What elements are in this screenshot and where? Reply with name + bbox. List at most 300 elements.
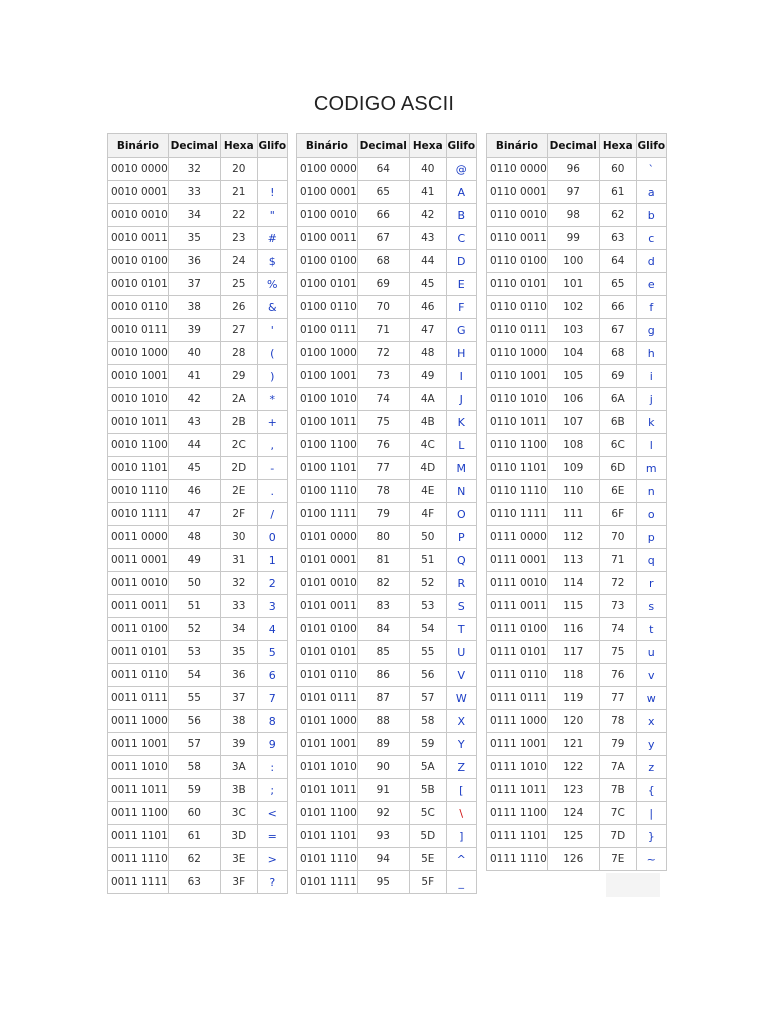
table-row (487, 733, 667, 756)
glyph-cell: W (446, 687, 476, 710)
hex-cell: 60 (599, 158, 636, 181)
decimal-cell: 98 (547, 204, 599, 227)
hex-cell: 6A (599, 388, 636, 411)
decimal-cell: 36 (168, 250, 220, 273)
decimal-cell: 114 (547, 572, 599, 595)
binary-cell: 0111 1101 (487, 825, 548, 848)
decimal-cell: 106 (547, 388, 599, 411)
table-row (297, 365, 477, 388)
decimal-cell: 116 (547, 618, 599, 641)
glyph-cell: G (446, 319, 476, 342)
hex-cell: 33 (220, 595, 257, 618)
glyph-cell: 5 (257, 641, 287, 664)
binary-cell: 0011 1100 (108, 802, 169, 825)
glyph-cell: C (446, 227, 476, 250)
table-row (108, 595, 288, 618)
header-binary: Binário (297, 134, 358, 158)
glyph-cell: 6 (257, 664, 287, 687)
table-row (297, 848, 477, 871)
binary-cell: 0110 0111 (487, 319, 548, 342)
hex-cell: 42 (409, 204, 446, 227)
table-row (487, 825, 667, 848)
glyph-cell: Y (446, 733, 476, 756)
hex-cell: 46 (409, 296, 446, 319)
glyph-cell: J (446, 388, 476, 411)
decimal-cell: 33 (168, 181, 220, 204)
hex-cell: 54 (409, 618, 446, 641)
hex-cell: 3C (220, 802, 257, 825)
binary-cell: 0110 1001 (487, 365, 548, 388)
binary-cell: 0111 1000 (487, 710, 548, 733)
table-row (108, 181, 288, 204)
decimal-cell: 78 (357, 480, 409, 503)
binary-cell: 0100 0010 (297, 204, 358, 227)
page-title: CODIGO ASCII (313, 93, 455, 115)
glyph-cell: [ (446, 779, 476, 802)
table-row (108, 227, 288, 250)
binary-cell: 0110 0001 (487, 181, 548, 204)
decimal-cell: 69 (357, 273, 409, 296)
header-decimal: Decimal (168, 134, 220, 158)
table-row (108, 733, 288, 756)
table-row (297, 802, 477, 825)
hex-cell: 53 (409, 595, 446, 618)
table-row (108, 664, 288, 687)
ascii-table-3 (486, 133, 667, 871)
table-row (487, 503, 667, 526)
glyph-cell: ; (257, 779, 287, 802)
hex-cell: 5B (409, 779, 446, 802)
decimal-cell: 52 (168, 618, 220, 641)
binary-cell: 0101 1111 (297, 871, 358, 894)
glyph-cell: y (636, 733, 666, 756)
decimal-cell: 34 (168, 204, 220, 227)
decimal-cell: 104 (547, 342, 599, 365)
header-glyph: Glifo (446, 134, 476, 158)
table-row (108, 342, 288, 365)
glyph-cell: X (446, 710, 476, 733)
hex-cell: 31 (220, 549, 257, 572)
decimal-cell: 91 (357, 779, 409, 802)
glyph-cell: H (446, 342, 476, 365)
table-row (297, 296, 477, 319)
binary-cell: 0101 0000 (297, 526, 358, 549)
binary-cell: 0101 0101 (297, 641, 358, 664)
hex-cell: 4A (409, 388, 446, 411)
hex-cell: 66 (599, 296, 636, 319)
binary-cell: 0100 1110 (297, 480, 358, 503)
hex-cell: 65 (599, 273, 636, 296)
glyph-cell: A (446, 181, 476, 204)
glyph-cell: # (257, 227, 287, 250)
glyph-cell: 3 (257, 595, 287, 618)
decimal-cell: 87 (357, 687, 409, 710)
binary-cell: 0101 0111 (297, 687, 358, 710)
hex-cell: 40 (409, 158, 446, 181)
decimal-cell: 45 (168, 457, 220, 480)
hex-cell: 3B (220, 779, 257, 802)
binary-cell: 0010 1100 (108, 434, 169, 457)
binary-cell: 0010 1000 (108, 342, 169, 365)
decimal-cell: 85 (357, 641, 409, 664)
binary-cell: 0011 1010 (108, 756, 169, 779)
hex-cell: 6C (599, 434, 636, 457)
binary-cell: 0011 1001 (108, 733, 169, 756)
table-row (297, 526, 477, 549)
binary-cell: 0100 1011 (297, 411, 358, 434)
hex-cell: 35 (220, 641, 257, 664)
table-row (297, 411, 477, 434)
decimal-cell: 57 (168, 733, 220, 756)
decimal-cell: 84 (357, 618, 409, 641)
binary-cell: 0110 1100 (487, 434, 548, 457)
glyph-cell: p (636, 526, 666, 549)
decimal-cell: 81 (357, 549, 409, 572)
decimal-cell: 49 (168, 549, 220, 572)
decimal-cell: 43 (168, 411, 220, 434)
binary-cell: 0111 1010 (487, 756, 548, 779)
table-row (108, 250, 288, 273)
glyph-cell: { (636, 779, 666, 802)
binary-cell: 0101 0110 (297, 664, 358, 687)
glyph-cell: b (636, 204, 666, 227)
binary-cell: 0111 0001 (487, 549, 548, 572)
decimal-cell: 73 (357, 365, 409, 388)
decimal-cell: 65 (357, 181, 409, 204)
table-row (297, 319, 477, 342)
glyph-cell: x (636, 710, 666, 733)
hex-cell: 38 (220, 710, 257, 733)
hex-cell: 32 (220, 572, 257, 595)
table-row (297, 549, 477, 572)
hex-cell: 2E (220, 480, 257, 503)
glyph-cell: u (636, 641, 666, 664)
table-row (487, 434, 667, 457)
table-row (108, 273, 288, 296)
binary-cell: 0011 0010 (108, 572, 169, 595)
table-row (297, 710, 477, 733)
decimal-cell: 46 (168, 480, 220, 503)
table-row (487, 595, 667, 618)
hex-cell: 6E (599, 480, 636, 503)
table-row (297, 871, 477, 894)
hex-cell: 7B (599, 779, 636, 802)
decimal-cell: 112 (547, 526, 599, 549)
table-row (108, 641, 288, 664)
table-row (487, 250, 667, 273)
binary-cell: 0011 1110 (108, 848, 169, 871)
binary-cell: 0010 0000 (108, 158, 169, 181)
binary-cell: 0010 0011 (108, 227, 169, 250)
decimal-cell: 86 (357, 664, 409, 687)
hex-cell: 76 (599, 664, 636, 687)
decimal-cell: 93 (357, 825, 409, 848)
hex-cell: 5C (409, 802, 446, 825)
decimal-cell: 103 (547, 319, 599, 342)
decimal-cell: 70 (357, 296, 409, 319)
table-row (487, 227, 667, 250)
table-row (487, 411, 667, 434)
table-row (108, 503, 288, 526)
table-row (487, 572, 667, 595)
binary-cell: 0110 0101 (487, 273, 548, 296)
hex-cell: 77 (599, 687, 636, 710)
glyph-cell: + (257, 411, 287, 434)
table-row (108, 388, 288, 411)
binary-cell: 0011 0001 (108, 549, 169, 572)
binary-cell: 0110 1111 (487, 503, 548, 526)
glyph-cell: N (446, 480, 476, 503)
decimal-cell: 60 (168, 802, 220, 825)
table-row (108, 434, 288, 457)
binary-cell: 0101 1110 (297, 848, 358, 871)
table-row (108, 710, 288, 733)
table-row (297, 204, 477, 227)
decimal-cell: 96 (547, 158, 599, 181)
decimal-cell: 113 (547, 549, 599, 572)
hex-cell: 79 (599, 733, 636, 756)
table-row (108, 204, 288, 227)
decimal-cell: 97 (547, 181, 599, 204)
binary-cell: 0110 1101 (487, 457, 548, 480)
decimal-cell: 56 (168, 710, 220, 733)
hex-cell: 2C (220, 434, 257, 457)
table-row (108, 526, 288, 549)
table-row (487, 618, 667, 641)
glyph-cell: K (446, 411, 476, 434)
glyph-cell: ) (257, 365, 287, 388)
table-row (487, 848, 667, 871)
glyph-cell: , (257, 434, 287, 457)
glyph-cell: n (636, 480, 666, 503)
binary-cell: 0100 0001 (297, 181, 358, 204)
hex-cell: 41 (409, 181, 446, 204)
hex-cell: 51 (409, 549, 446, 572)
glyph-cell: T (446, 618, 476, 641)
hex-cell: 6B (599, 411, 636, 434)
binary-cell: 0101 0011 (297, 595, 358, 618)
decimal-cell: 71 (357, 319, 409, 342)
binary-cell: 0100 0011 (297, 227, 358, 250)
glyph-cell: m (636, 457, 666, 480)
header-hex: Hexa (409, 134, 446, 158)
binary-cell: 0100 0101 (297, 273, 358, 296)
hex-cell: 7A (599, 756, 636, 779)
hex-cell: 49 (409, 365, 446, 388)
table-row (108, 365, 288, 388)
decimal-cell: 123 (547, 779, 599, 802)
decimal-cell: 61 (168, 825, 220, 848)
binary-cell: 0111 0010 (487, 572, 548, 595)
hex-cell: 61 (599, 181, 636, 204)
decimal-cell: 107 (547, 411, 599, 434)
binary-cell: 0011 0101 (108, 641, 169, 664)
table-row (487, 526, 667, 549)
binary-cell: 0010 1110 (108, 480, 169, 503)
decimal-cell: 115 (547, 595, 599, 618)
glyph-cell: k (636, 411, 666, 434)
hex-cell: 59 (409, 733, 446, 756)
table-row (297, 503, 477, 526)
decimal-cell: 44 (168, 434, 220, 457)
glyph-cell: z (636, 756, 666, 779)
decimal-cell: 76 (357, 434, 409, 457)
glyph-cell: e (636, 273, 666, 296)
binary-cell: 0101 1000 (297, 710, 358, 733)
hex-cell: 2F (220, 503, 257, 526)
hex-cell: 7E (599, 848, 636, 871)
table-row (297, 687, 477, 710)
decimal-cell: 124 (547, 802, 599, 825)
decimal-cell: 79 (357, 503, 409, 526)
decimal-cell: 55 (168, 687, 220, 710)
hex-cell: 7D (599, 825, 636, 848)
decimal-cell: 88 (357, 710, 409, 733)
glyph-cell: 0 (257, 526, 287, 549)
table-row (297, 779, 477, 802)
glyph-cell: ` (636, 158, 666, 181)
binary-cell: 0100 1000 (297, 342, 358, 365)
table-row (487, 641, 667, 664)
glyph-cell: Z (446, 756, 476, 779)
decimal-cell: 47 (168, 503, 220, 526)
table-row (297, 756, 477, 779)
table-row (297, 733, 477, 756)
decimal-cell: 32 (168, 158, 220, 181)
hex-cell: 4E (409, 480, 446, 503)
decimal-cell: 39 (168, 319, 220, 342)
table-row (297, 618, 477, 641)
decimal-cell: 90 (357, 756, 409, 779)
table-row (108, 618, 288, 641)
ascii-table-2 (296, 133, 477, 894)
ascii-table-1 (107, 133, 288, 894)
glyph-cell: | (636, 802, 666, 825)
glyph-cell: ] (446, 825, 476, 848)
table-row (108, 296, 288, 319)
binary-cell: 0101 1011 (297, 779, 358, 802)
decimal-cell: 37 (168, 273, 220, 296)
glyph-cell: " (257, 204, 287, 227)
header-decimal: Decimal (547, 134, 599, 158)
glyph-cell: $ (257, 250, 287, 273)
binary-cell: 0110 1110 (487, 480, 548, 503)
table-row (487, 158, 667, 181)
glyph-cell: q (636, 549, 666, 572)
table-row (108, 319, 288, 342)
decimal-cell: 40 (168, 342, 220, 365)
decimal-cell: 105 (547, 365, 599, 388)
glyph-cell: I (446, 365, 476, 388)
glyph-cell: E (446, 273, 476, 296)
table-row (487, 687, 667, 710)
table-row (108, 802, 288, 825)
glyph-cell: _ (446, 871, 476, 894)
glyph-cell: R (446, 572, 476, 595)
binary-cell: 0111 1110 (487, 848, 548, 871)
glyph-cell: B (446, 204, 476, 227)
binary-cell: 0111 1001 (487, 733, 548, 756)
hex-cell: 37 (220, 687, 257, 710)
hex-cell: 63 (599, 227, 636, 250)
table-row (297, 158, 477, 181)
hex-cell: 48 (409, 342, 446, 365)
decimal-cell: 102 (547, 296, 599, 319)
decimal-cell: 63 (168, 871, 220, 894)
glyph-cell: t (636, 618, 666, 641)
decimal-cell: 77 (357, 457, 409, 480)
table-row (108, 457, 288, 480)
hex-cell: 70 (599, 526, 636, 549)
header-glyph: Glifo (257, 134, 287, 158)
glyph-cell: s (636, 595, 666, 618)
table-row (487, 319, 667, 342)
table-row (487, 365, 667, 388)
table-row (108, 158, 288, 181)
binary-cell: 0101 1001 (297, 733, 358, 756)
glyph-cell: f (636, 296, 666, 319)
binary-cell: 0111 1011 (487, 779, 548, 802)
hex-cell: 22 (220, 204, 257, 227)
header-hex: Hexa (599, 134, 636, 158)
hex-cell: 58 (409, 710, 446, 733)
binary-cell: 0101 0010 (297, 572, 358, 595)
hex-cell: 68 (599, 342, 636, 365)
table-row (487, 273, 667, 296)
table-row (487, 756, 667, 779)
glyph-cell: a (636, 181, 666, 204)
binary-cell: 0101 1100 (297, 802, 358, 825)
header-decimal: Decimal (357, 134, 409, 158)
decimal-cell: 80 (357, 526, 409, 549)
glyph-cell: 1 (257, 549, 287, 572)
decimal-cell: 99 (547, 227, 599, 250)
hex-cell: 50 (409, 526, 446, 549)
hex-cell: 62 (599, 204, 636, 227)
table-row (487, 342, 667, 365)
binary-cell: 0011 1011 (108, 779, 169, 802)
empty-cell-shade (606, 873, 660, 897)
hex-cell: 20 (220, 158, 257, 181)
decimal-cell: 94 (357, 848, 409, 871)
binary-cell: 0111 0100 (487, 618, 548, 641)
glyph-cell: U (446, 641, 476, 664)
glyph-cell: ! (257, 181, 287, 204)
hex-cell: 4B (409, 411, 446, 434)
table-row (297, 181, 477, 204)
table-row (297, 480, 477, 503)
hex-cell: 3A (220, 756, 257, 779)
hex-cell: 6D (599, 457, 636, 480)
decimal-cell: 42 (168, 388, 220, 411)
binary-cell: 0010 1001 (108, 365, 169, 388)
glyph-cell: Q (446, 549, 476, 572)
decimal-cell: 83 (357, 595, 409, 618)
decimal-cell: 66 (357, 204, 409, 227)
hex-cell: 5A (409, 756, 446, 779)
hex-cell: 3E (220, 848, 257, 871)
table-row (487, 710, 667, 733)
decimal-cell: 125 (547, 825, 599, 848)
glyph-cell: & (257, 296, 287, 319)
glyph-cell: i (636, 365, 666, 388)
glyph-cell: r (636, 572, 666, 595)
table-row (108, 549, 288, 572)
hex-cell: 71 (599, 549, 636, 572)
glyph-cell: D (446, 250, 476, 273)
table-row (108, 848, 288, 871)
binary-cell: 0110 0100 (487, 250, 548, 273)
